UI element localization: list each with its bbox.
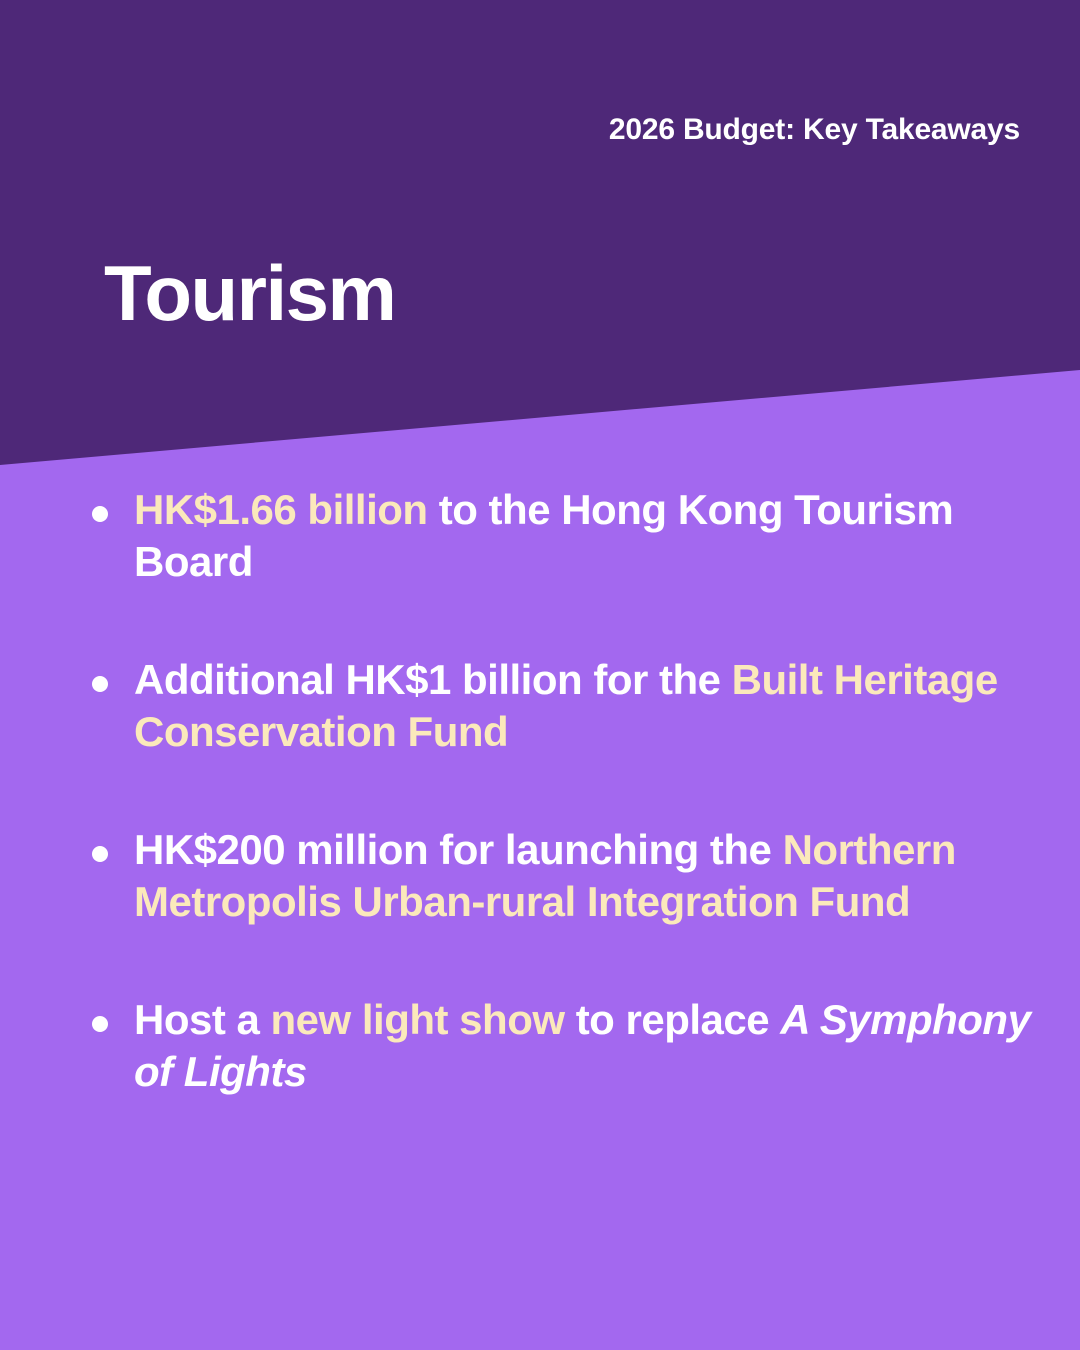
list-item-text-segment: A Symphony of Lights [134, 996, 1031, 1095]
list-item [92, 484, 1032, 588]
list-item [92, 824, 1032, 928]
bullet-dot-icon [92, 846, 108, 862]
list-item-text-segment: Host a [134, 996, 271, 1043]
list-item-text [134, 994, 1032, 1098]
list-item-text-segment: to replace [564, 996, 781, 1043]
header-band [0, 0, 1080, 480]
list-item-text-segment: to the Hong Kong Tourism Board [134, 486, 954, 585]
list-item-text-segment: Built Heritage Conservation Fund [134, 656, 998, 755]
list-item-text-segment: Northern Metropolis Urban-rural Integration Fund [134, 826, 956, 925]
bullet-dot-icon [92, 676, 108, 692]
list-item [92, 994, 1032, 1098]
header-title: 2026 Budget: Key Takeaways [608, 113, 1020, 146]
list-item-text-segment: Additional HK$1 billion for the [134, 656, 732, 703]
bullet-dot-icon [92, 1016, 108, 1032]
list-item-text [134, 654, 1032, 758]
list-item-text-segment: new light show [270, 996, 565, 1043]
page-title: Tourism [104, 249, 396, 337]
list-item-text-segment: HK$200 million for launching the [134, 826, 783, 873]
list-item [92, 654, 1032, 758]
list-item-text [134, 484, 1032, 588]
bullet-dot-icon [92, 506, 108, 522]
list-item-text [134, 824, 1032, 928]
takeaways-list [92, 484, 1032, 1164]
list-item-text-segment: HK$1.66 billion [134, 486, 428, 533]
